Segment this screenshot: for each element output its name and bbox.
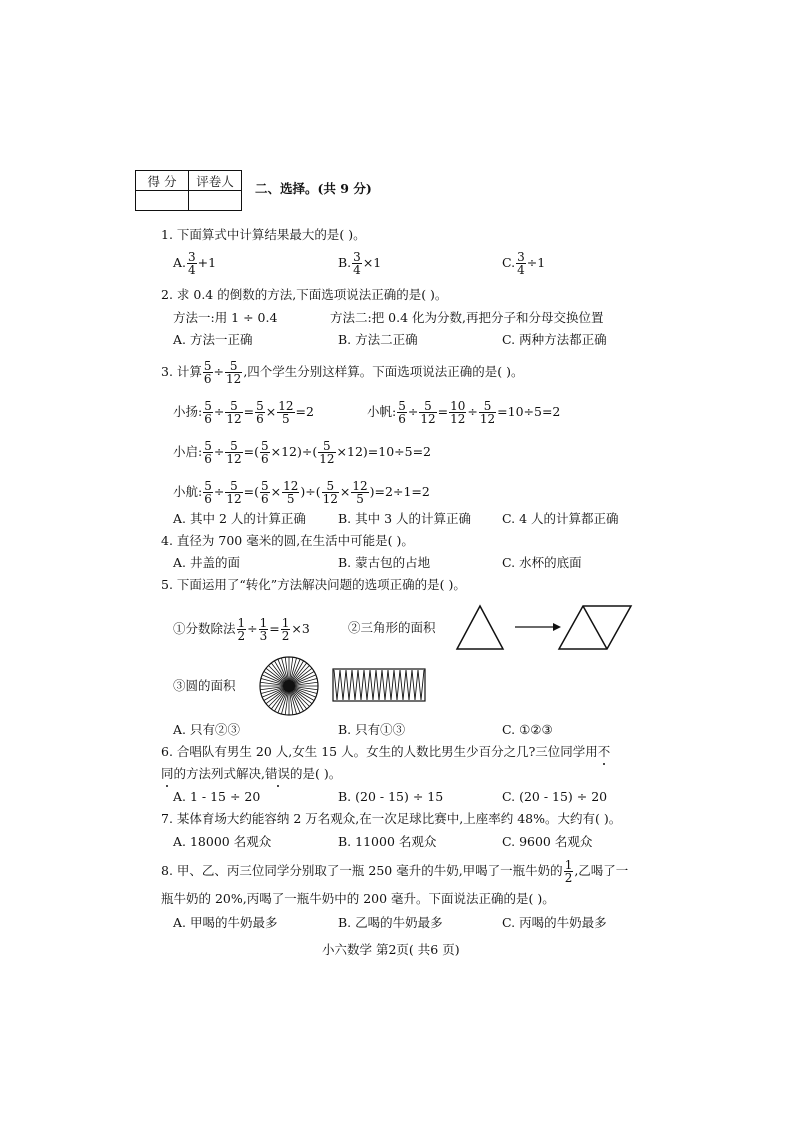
- q5-option-a: A. 只有②③: [173, 722, 240, 737]
- q2-method2: 方法二:把 0.4 化为分数,再把分子和分母交换位置: [330, 310, 604, 325]
- q5-option-b: B. 只有①③: [338, 722, 406, 737]
- q3-stem: 3. 计算 $\frac{5}{6}$ ÷ $\frac{5}{12}$ ,四个学生分别这样算。下面选项说法正确的是( )。: [161, 359, 524, 386]
- q4-option-c: C. 水杯的底面: [502, 555, 582, 570]
- q2-stem: 2. 求 0.4 的倒数的方法,下面选项说法正确的是( )。: [161, 287, 448, 302]
- score-cell[interactable]: [136, 191, 189, 211]
- q2-option-a: A. 方法一正确: [173, 332, 253, 347]
- q3-method-yang: 小扬: $\frac{5}{6}$ ÷ $\frac{5}{12}$ = $\frac{5}{6}$ × $\frac{12}{5}$ =2: [173, 399, 314, 426]
- q7-option-a: A. 18000 名观众: [173, 834, 272, 849]
- q7-stem: 7. 某体育场大约能容纳 2 万名观众,在一次足球比赛中,上座率约 48%。大约有( )。: [161, 811, 622, 826]
- q2-option-b: B. 方法二正确: [338, 332, 418, 347]
- q3-option-c: C. 4 人的计算都正确: [502, 511, 619, 526]
- triangle-shape: [457, 606, 503, 649]
- arrow-head-icon: [553, 623, 561, 631]
- q1-option-a: A. $\frac{3}{4}$ +1: [173, 250, 217, 277]
- q2-option-c: C. 两种方法都正确: [502, 332, 607, 347]
- q1-option-b: B. $\frac{3}{4}$ ×1: [338, 250, 382, 277]
- q6-option-c: C. (20 - 15) ÷ 20: [502, 789, 608, 804]
- q6-stem-line2: 同的方法列式解决,错误的是( )。: [161, 766, 342, 781]
- circle-sectors-figure: [258, 655, 320, 717]
- q4-option-b: B. 蒙古包的占地: [338, 555, 431, 570]
- triangle-transform-figure: [455, 603, 645, 651]
- parallelogram-diagonal: [583, 606, 607, 649]
- grader-header: 评卷人: [189, 171, 242, 191]
- q4-option-a: A. 井盖的面: [173, 555, 240, 570]
- q6-option-a: A. 1 - 15 ÷ 20: [173, 789, 261, 804]
- grader-cell[interactable]: [189, 191, 242, 211]
- q8-option-b: B. 乙喝的牛奶最多: [338, 915, 443, 930]
- q3-option-b: B. 其中 3 人的计算正确: [338, 511, 472, 526]
- q3-option-a: A. 其中 2 人的计算正确: [173, 511, 306, 526]
- q1-option-c: C. $\frac{3}{4}$ ÷1: [502, 250, 546, 277]
- q7-option-b: B. 11000 名观众: [338, 834, 437, 849]
- q5-item-3: ③圆的面积: [173, 678, 236, 693]
- page-footer: 小六数学 第2页( 共6 页): [322, 942, 460, 957]
- q8-option-a: A. 甲喝的牛奶最多: [173, 915, 278, 930]
- rectangle-sectors-figure: [332, 667, 427, 703]
- q7-option-c: C. 9600 名观众: [502, 834, 593, 849]
- q8-option-c: C. 丙喝的牛奶最多: [502, 915, 607, 930]
- q5-item-1: ①分数除法 $\frac{1}{2}$ ÷ $\frac{1}{3}$ = $\frac{1}{2}$ ×3: [173, 616, 310, 643]
- score-header: 得 分: [136, 171, 189, 191]
- q8-stem-line2: 瓶牛奶的 20%,丙喝了一瓶牛奶中的 200 毫升。下面说法正确的是( )。: [161, 891, 555, 906]
- q6-stem-line1: 6. 合唱队有男生 20 人,女生 15 人。女生的人数比男生少百分之几?三位同学用不: [161, 744, 611, 759]
- score-table: [135, 170, 242, 211]
- q5-option-c: C. ①②③: [502, 722, 553, 737]
- q2-method1: 方法一:用 1 ÷ 0.4: [173, 310, 278, 325]
- q5-stem: 5. 下面运用了“转化”方法解决问题的选项正确的是( )。: [161, 577, 466, 592]
- q8-stem-line1: 8. 甲、乙、丙三位同学分别取了一瓶 250 毫升的牛奶,甲喝了一瓶牛奶的 $\frac{1}{2}$ ,乙喝了一: [161, 858, 629, 885]
- q4-stem: 4. 直径为 700 毫米的圆,在生活中可能是( )。: [161, 533, 414, 548]
- section-title: 二、选择。(共 9 分): [255, 181, 372, 196]
- q3-method-fan: 小帆: $\frac{5}{6}$ ÷ $\frac{5}{12}$ = $\frac{10}{12}$ ÷ $\frac{5}{12}$ =10÷5=2: [367, 399, 561, 426]
- q3-method-qi: 小启: $\frac{5}{6}$ ÷ $\frac{5}{12}$ =( $\frac{5}{6}$ ×12)÷( $\frac{5}{12}$ ×12)=10÷5=2: [173, 439, 432, 466]
- q6-option-b: B. (20 - 15) ÷ 15: [338, 789, 444, 804]
- q3-method-hang: 小航: $\frac{5}{6}$ ÷ $\frac{5}{12}$ =( $\frac{5}{6}$ × $\frac{12}{5}$ )÷( $\frac{5}{12}$ × $\frac{12}{5}$ )=2÷1=2: [173, 479, 430, 506]
- q5-item-2: ②三角形的面积: [348, 620, 436, 635]
- q1-stem: 1. 下面算式中计算结果最大的是( )。: [161, 227, 366, 242]
